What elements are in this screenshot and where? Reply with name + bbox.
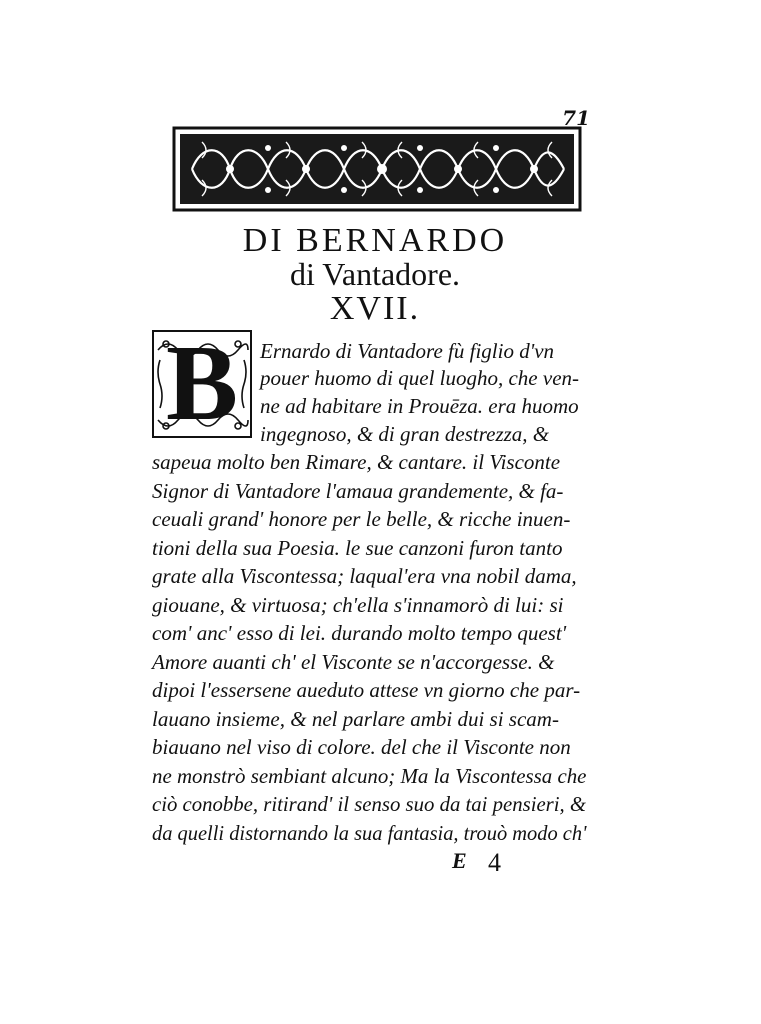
page-number: 71: [562, 106, 590, 130]
text-line: biauano nel viso di colore. del che il Visconte non: [152, 735, 571, 759]
text-line: lauano insieme, & nel parlare ambi dui si scam-: [152, 707, 559, 731]
text-line: grate alla Viscontessa; laqual'era vna nobil dama,: [152, 564, 577, 588]
chapter-number: XVII.: [329, 290, 421, 327]
text-line: pouer huomo di quel luogho, che ven-: [260, 366, 580, 390]
text-line: ingegnoso, & di gran destrezza, &: [260, 422, 550, 446]
folio-number: 4: [488, 848, 501, 877]
text-line: com' anc' esso di lei. durando molto tempo quest': [152, 621, 567, 645]
chapter-subtitle: di Vantadore.: [289, 256, 461, 292]
text-line: Ernardo di Vantadore fù figlio d'vn: [260, 339, 555, 363]
decorated-initial: [152, 324, 252, 443]
text-line: Amore auanti ch' el Visconte se n'accorgesse. &: [152, 650, 555, 674]
text-line: ceuali grand' honore per le belle, & ricche inuen-: [152, 507, 571, 531]
text-line: dipoi l'essersene aueduto attese vn giorno che par-: [152, 678, 581, 702]
text-line: giouane, & virtuosa; ch'ella s'innamorò di lui: si: [152, 593, 564, 617]
drop-cap-letter: B: [165, 324, 239, 443]
text-line: sapeua molto ben Rimare, & cantare. il Visconte: [152, 450, 561, 474]
text-line: ciò conobbe, ritirand' il senso suo da tai pensieri, &: [152, 792, 587, 816]
text-line: ne ad habitare in Prouēza. era huomo: [260, 394, 579, 418]
chapter-title: DI BERNARDO: [242, 222, 508, 259]
signature-mark: E: [452, 848, 467, 873]
decorative-headpiece: [172, 126, 582, 212]
text-line: ne monstrò sembiant alcuno; Ma la Viscontessa che: [152, 764, 587, 788]
text-line: da quelli distornando la sua fantasia, trouò modo ch': [152, 821, 587, 845]
text-line: tioni della sua Poesia. le sue canzoni furon tanto: [152, 536, 563, 560]
text-line: Signor di Vantadore l'amaua grandemente, & fa-: [152, 479, 564, 503]
